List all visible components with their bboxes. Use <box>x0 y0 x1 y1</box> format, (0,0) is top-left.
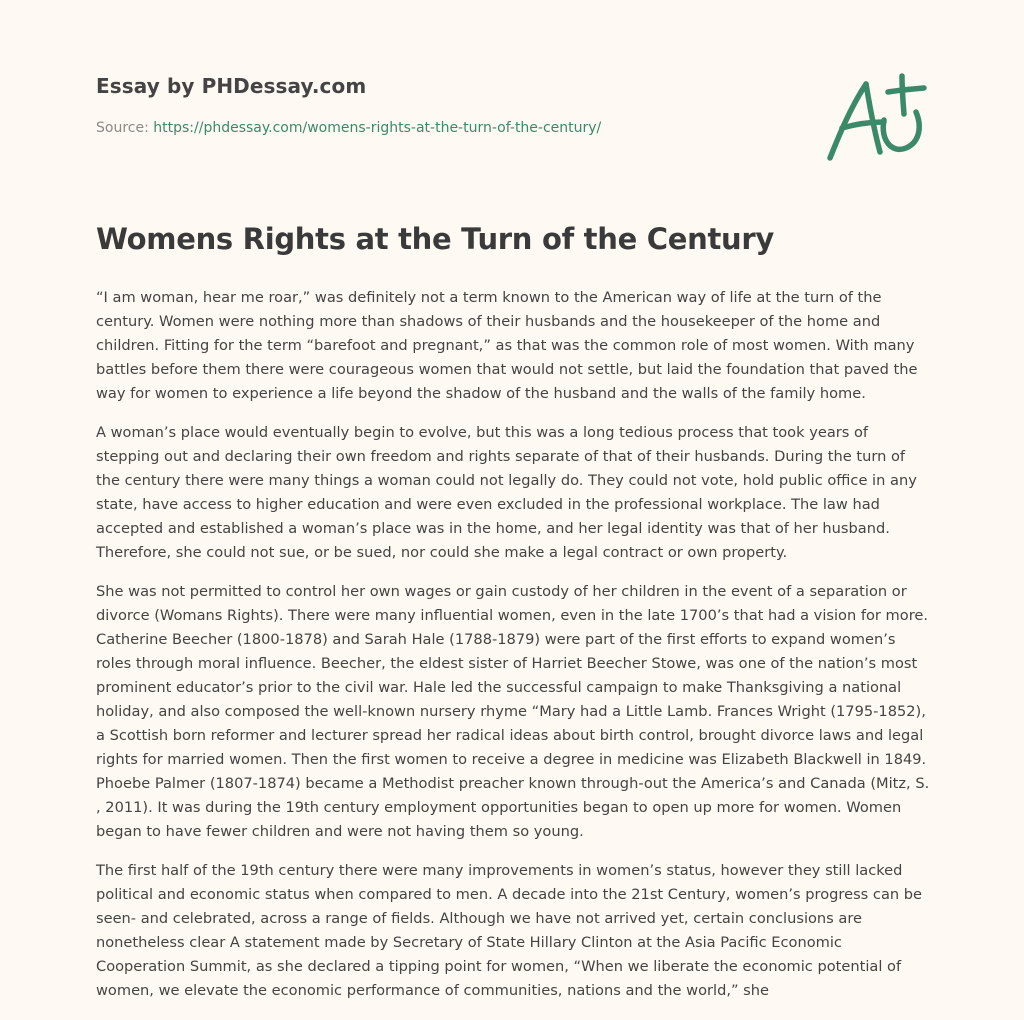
essay-paragraph: “I am woman, hear me roar,” was definitely not a term known to the American way of life at the turn of the century. Women were nothing more than shadows of their husbands and the housekeeper of the home and children. Fitting for the term “barefoot and pregnant,” as that was the common role of most women. With many battles before them there were courageous women that would not settle, but laid the foundation that paved the way for women to experience a life beyond the shadow of the husband and the walls of the family home. <box>96 289 918 402</box>
source-link[interactable]: https://phdessay.com/womens-rights-at-the-turn-of-the-century/ <box>153 120 602 136</box>
essay-paragraph: The first half of the 19th century there were many improvements in women’s status, however they still lacked political and economic status when compared to men. A decade into the 21st Century, women’s progress can be seen- and celebrated, across a range of fields. Although we have not arrived yet, certain conclusions are nonetheless clear A statement made by Secretary of State Hillary Clinton at the Asia Pacific Economic Cooperation Summit, as she declared a tipping point for women, “When we liberate the economic potential of women, we elevate the economic performance of communities, nations and the world,” she <box>96 862 923 999</box>
site-title: Essay by PHDessay.com <box>96 74 367 98</box>
essay-paragraph: A woman’s place would eventually begin to evolve, but this was a long tedious process that took years of stepping out and declaring their own freedom and rights separate of that of their husbands. During the turn of the century there were many things a woman could not legally do. They could not vote, hold public office in any state, have access to higher education and were even excluded in the professional workplace. The law had accepted and established a woman’s place was in the home, and her legal identity was that of her husband. Therefore, she could not sue, or be sued, nor could she make a legal contract or own property. <box>96 424 917 561</box>
page-header <box>96 74 896 136</box>
source-line <box>96 120 896 136</box>
essay-body <box>96 286 932 1018</box>
source-label: Source: <box>96 120 149 136</box>
a-plus-logo-icon <box>820 68 932 164</box>
essay-paragraph: She was not permitted to control her own wages or gain custody of her children in the event of a separation or divorce (Womans Rights). There were many influential women, even in the late 1700’s that had a vision for more. Catherine Beecher (1800-1878) and Sarah Hale (1788-1879) were part of the first efforts to expand women’s roles through moral influence. Beecher, the eldest sister of Harriet Beecher Stowe, was one of the nation’s most prominent educator’s prior to the civil war. Hale led the successful campaign to make Thanksgiving a national holiday, and also composed the well-known nursery rhyme “Mary had a Little Lamb. Frances Wright (1795-1852), a Scottish born reformer and lecturer spread her radical ideas about birth control, brought divorce laws and legal rights for married women. Then the first women to receive a degree in medicine was Elizabeth Blackwell in 1849. Phoebe Palmer (1807-1874) became a Methodist preacher known through-out the America’s and Canada (Mitz, S. , 2011). It was during the 19th century employment opportunities began to open up more for women. Women began to have fewer children and were not having them so young. <box>96 583 930 840</box>
essay-title: Womens Rights at the Turn of the Century <box>96 222 774 256</box>
